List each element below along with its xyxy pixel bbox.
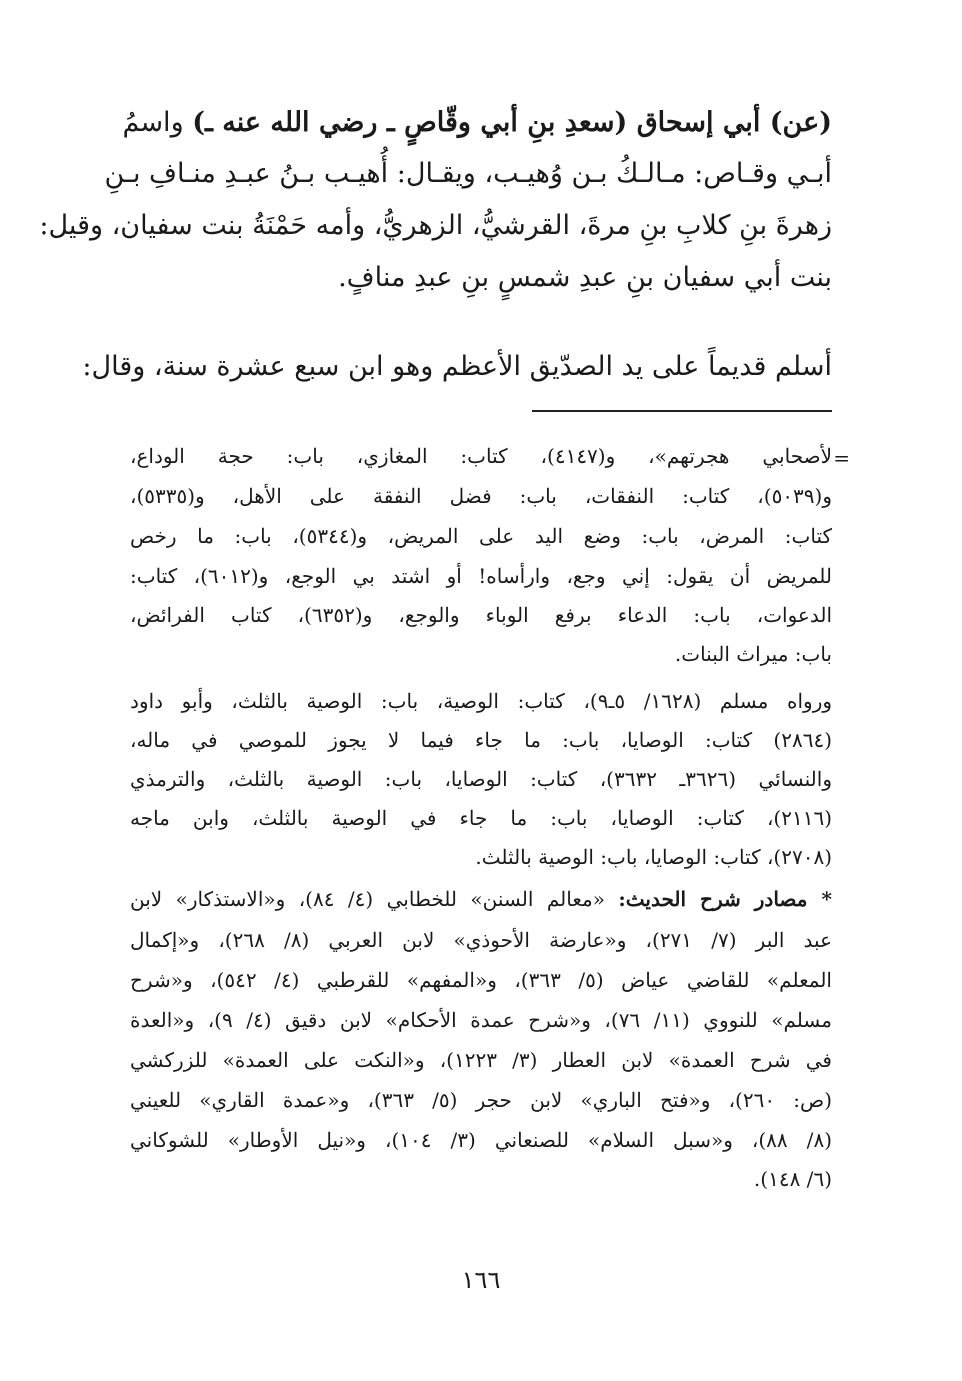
main-line-4: بنت أبي سفيان بنِ عبدِ شمسٍ بنِ عبدِ منافٍ. [338, 262, 832, 293]
footnote-line-11: (٢٧٠٨)، كتاب: الوصايا، باب: الوصية بالثلث. [475, 845, 832, 869]
footnote-line-13: عبد البر (٧/ ٢٧١)، و«عارضة الأحوذي» لابن العربي (٨/ ٢٦٨)، و«إكمال [130, 928, 832, 952]
sources-heading: * مصادر شرح الحديث: [618, 887, 832, 911]
hadith-narrator-bold: (عن) أبي إسحاق (سعدِ بنِ أبي وقّاصٍ ـ رضي الله عنه ـ) [192, 107, 832, 138]
main-line-1 [122, 103, 832, 143]
footnote-line-16: في شرح العمدة» لابن العطار (٣/ ١٢٢٣)، و«النكت على العمدة» للزركشي [130, 1048, 832, 1072]
footnote-line-2: و(٥٠٣٩)، كتاب: النفقات، باب: فضل النفقة على الأهل، و(٥٣٣٥)، [130, 484, 832, 508]
footnote-continuation-mark: = [833, 446, 850, 470]
page-number: ١٦٦ [461, 1266, 501, 1294]
footnote-line-15: مسلم» للنووي (١١/ ٧٦)، و«شرح عمدة الأحكام» لابن دقيق (٤/ ٩)، و«العدة [130, 1008, 832, 1032]
footnote-line-9: والنسائي (٣٦٢٦ـ ٣٦٣٢)، كتاب: الوصايا، باب: الوصية بالثلث، والترمذي [130, 767, 832, 791]
main-line-3: زهرةَ بنِ كلابِ بنِ مرةَ، القرشيُّ، الزهريُّ، وأمه حَمْنَةُ بنت سفيان، وقيل: [39, 210, 832, 241]
footnote-line-18: (٨/ ٨٨)، و«سبل السلام» للصنعاني (٣/ ١٠٤)، و«نيل الأوطار» للشوكاني [130, 1128, 832, 1152]
footnote-line-12 [130, 884, 832, 914]
footnote-line-14: المعلم» للقاضي عياض (٥/ ٣٦٣)، و«المفهم» للقرطبي (٤/ ٥٤٢)، و«شرح [130, 968, 832, 992]
footnote-separator [532, 410, 832, 412]
footnote-line-5: الدعوات، باب: الدعاء برفع الوباء والوجع، و(٦٣٥٢)، كتاب الفرائض، [130, 603, 832, 627]
footnote-line-17: (ص: ٢٦٠)، و«فتح الباري» لابن حجر (٥/ ٣٦٣)، و«عمدة القاري» للعيني [130, 1088, 832, 1112]
footnote-line-6: باب: ميراث البنات. [674, 642, 832, 666]
main-line-5: أسلم قديماً على يد الصدّيق الأعظم وهو ابن سبع عشرة سنة، وقال: [82, 351, 832, 382]
footnote-line-8: (٢٨٦٤) كتاب: الوصايا، باب: ما جاء فيما لا يجوز للموصي في ماله، [130, 728, 832, 752]
footnote-line-3: كتاب: المرض، باب: وضع اليد على المريض، و(٥٣٤٤)، باب: ما رخص [130, 524, 832, 548]
footnote-line-12-rest: «معالم السنن» للخطابي (٤/ ٨٤)، و«الاستذكار» لابن [130, 887, 619, 911]
footnote-line-1: لأصحابي هجرتهم»، و(٤١٤٧)، كتاب: المغازي، باب: حجة الوداع، [130, 444, 832, 468]
footnote-line-7: ورواه مسلم (١٦٢٨/ ٥ـ٩)، كتاب: الوصية، باب: الوصية بالثلث، وأبو داود [130, 689, 833, 713]
footnote-line-19: (٦/ ١٤٨). [753, 1167, 832, 1191]
main-line-1-rest: واسمُ [122, 107, 193, 138]
footnote-line-10: (٢١١٦)، كتاب: الوصايا، باب: ما جاء في الوصية بالثلث، وابن ماجه [130, 806, 832, 830]
main-line-2: أبـي وقـاص: مـالـكُ بـن وُهيـب، ويقـال: أُهيـب بـنُ عبـدِ منـافِ بـنِ [104, 158, 832, 189]
footnote-line-4: للمريض أن يقول: إني وجع، وارأساه! أو اشتد بي الوجع، و(٦٠١٢)، كتاب: [130, 564, 832, 588]
